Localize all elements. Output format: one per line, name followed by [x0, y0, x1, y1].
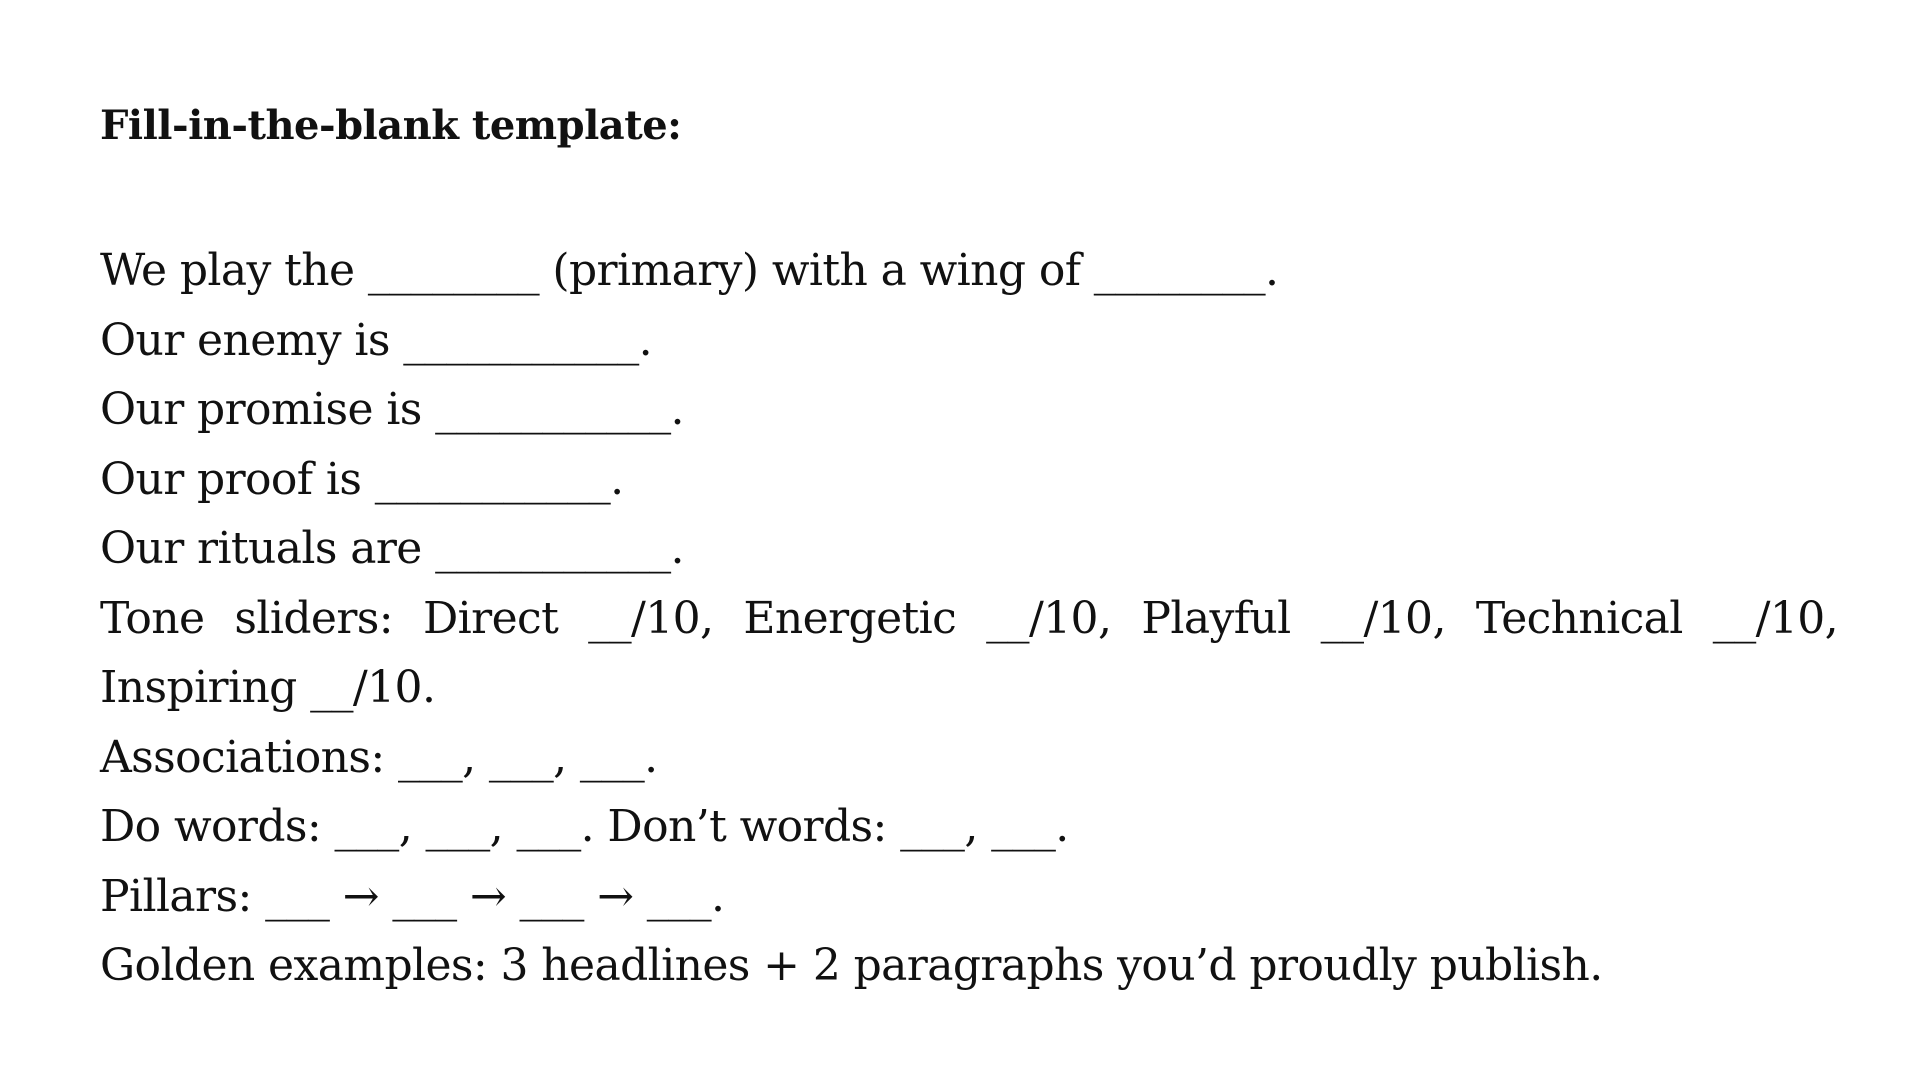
do-dont-words-line: Do words: ___, ___, ___. Don’t words: ___, ___. [100, 801, 1069, 852]
pillars-line: Pillars: ___ → ___ → ___ → ___. [100, 870, 725, 922]
template-heading: Fill-in-the-blank template: [100, 102, 682, 149]
rituals-line: Our rituals are ___________. [100, 523, 684, 574]
archetype-line: We play the ________ (primary) with a wing of ________. [100, 245, 1279, 296]
document-body [100, 96, 1838, 1001]
promise-line: Our promise is ___________. [100, 384, 684, 435]
proof-line: Our proof is ___________. [100, 453, 624, 505]
golden-examples-line: Golden examples: 3 headlines + 2 paragraphs you’d proudly publish. [100, 940, 1603, 991]
enemy-line: Our enemy is ___________. [100, 314, 653, 366]
tone-sliders-line: Tone sliders: Direct __/10, Energetic __/10, Playful __/10, Technical __/10, Inspiring __/10. [100, 592, 1838, 713]
associations-line: Associations: ___, ___, ___. [100, 731, 658, 783]
